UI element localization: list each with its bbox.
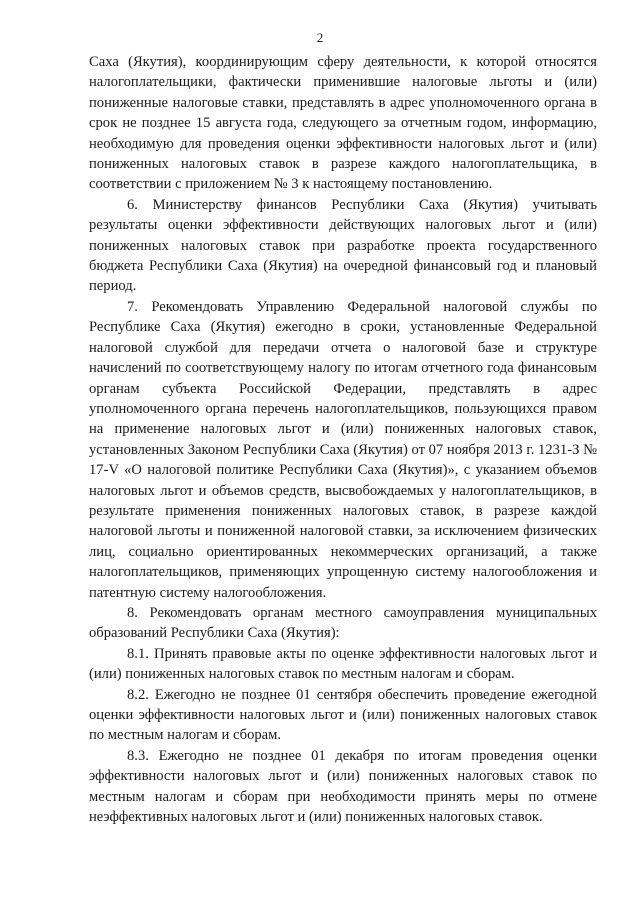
paragraph-item-8-3: 8.3. Ежегодно не позднее 01 декабря по итогам проведения оценки эффективности налоговых льгот и (или) пониженных налоговых ставок по местным налогам и сборам при необходимости принять меры по отмене неэффективных налоговых льгот и (или) пониженных налоговых ставок.	[89, 747, 597, 826]
paragraph-continuation: Саха (Якутия), координирующим сферу деятельности, к которой относятся налогоплательщики, фактически применившие налоговые льготы и (или) пониженные налоговые ставки, представлять в адрес уполномоченного органа в срок не позднее 15 августа года, следующего за отчетным годом, информацию, необходимую для проведения оценки эффективности налоговых льгот и (или) пониженных налоговых ставок в разрезе каждого налогоплательщика, в соответствии с приложением № 3 к настоящему постановлению.	[89, 54, 597, 193]
paragraph-item-7: 7. Рекомендовать Управлению Федеральной налоговой службы по Республике Саха (Якутия) ежегодно в сроки, установленные Федеральной налоговой службой для передачи отчета о налоговой базе и структуре начислений по соответствующему налогу по итогам отчетного года финансовым органам субъекта Российской Федерации, представлять в адрес уполномоченного органа перечень налогоплательщиков, пользующихся правом на применение налоговых льгот и (или) пониженных налоговых ставок, установленных Законом Республики Саха (Якутия) от 07 ноября 2013 г. 1231-З № 17-V «О налоговой политике Республики Саха (Якутия)», с указанием объемов налоговых льгот и объемов средств, высвобождаемых у налогоплательщиков, в результате применения пониженных налоговых ставок, в разрезе каждой налоговой льготы и пониженной налоговой ставки, за исключением физических лиц, социально ориентированных некоммерческих организаций, а также налогоплательщиков, применяющих упрощенную систему налогообложения и патентную систему налогообложения.	[89, 298, 597, 601]
document-body	[89, 52, 597, 827]
paragraph-item-6: 6. Министерству финансов Республики Саха (Якутия) учитывать результаты оценки эффективности действующих налоговых льгот и (или) пониженных налоговых ставок при разработке проекта государственного бюджета Республики Саха (Якутия) на очередной финансовый год и плановый период.	[89, 196, 597, 295]
paragraph-item-8-2: 8.2. Ежегодно не позднее 01 сентября обеспечить проведение ежегодной оценки эффективности налоговых льгот и (или) пониженных налоговых ставок по местным налогам и сборам.	[89, 686, 597, 744]
paragraph-item-8: 8. Рекомендовать органам местного самоуправления муниципальных образований Республики Саха (Якутия):	[89, 604, 597, 642]
paragraph-item-8-1: 8.1. Принять правовые акты по оценке эффективности налоговых льгот и (или) пониженных налоговых ставок по местным налогам и сборам.	[89, 645, 597, 683]
page-number: 2	[316, 30, 324, 45]
